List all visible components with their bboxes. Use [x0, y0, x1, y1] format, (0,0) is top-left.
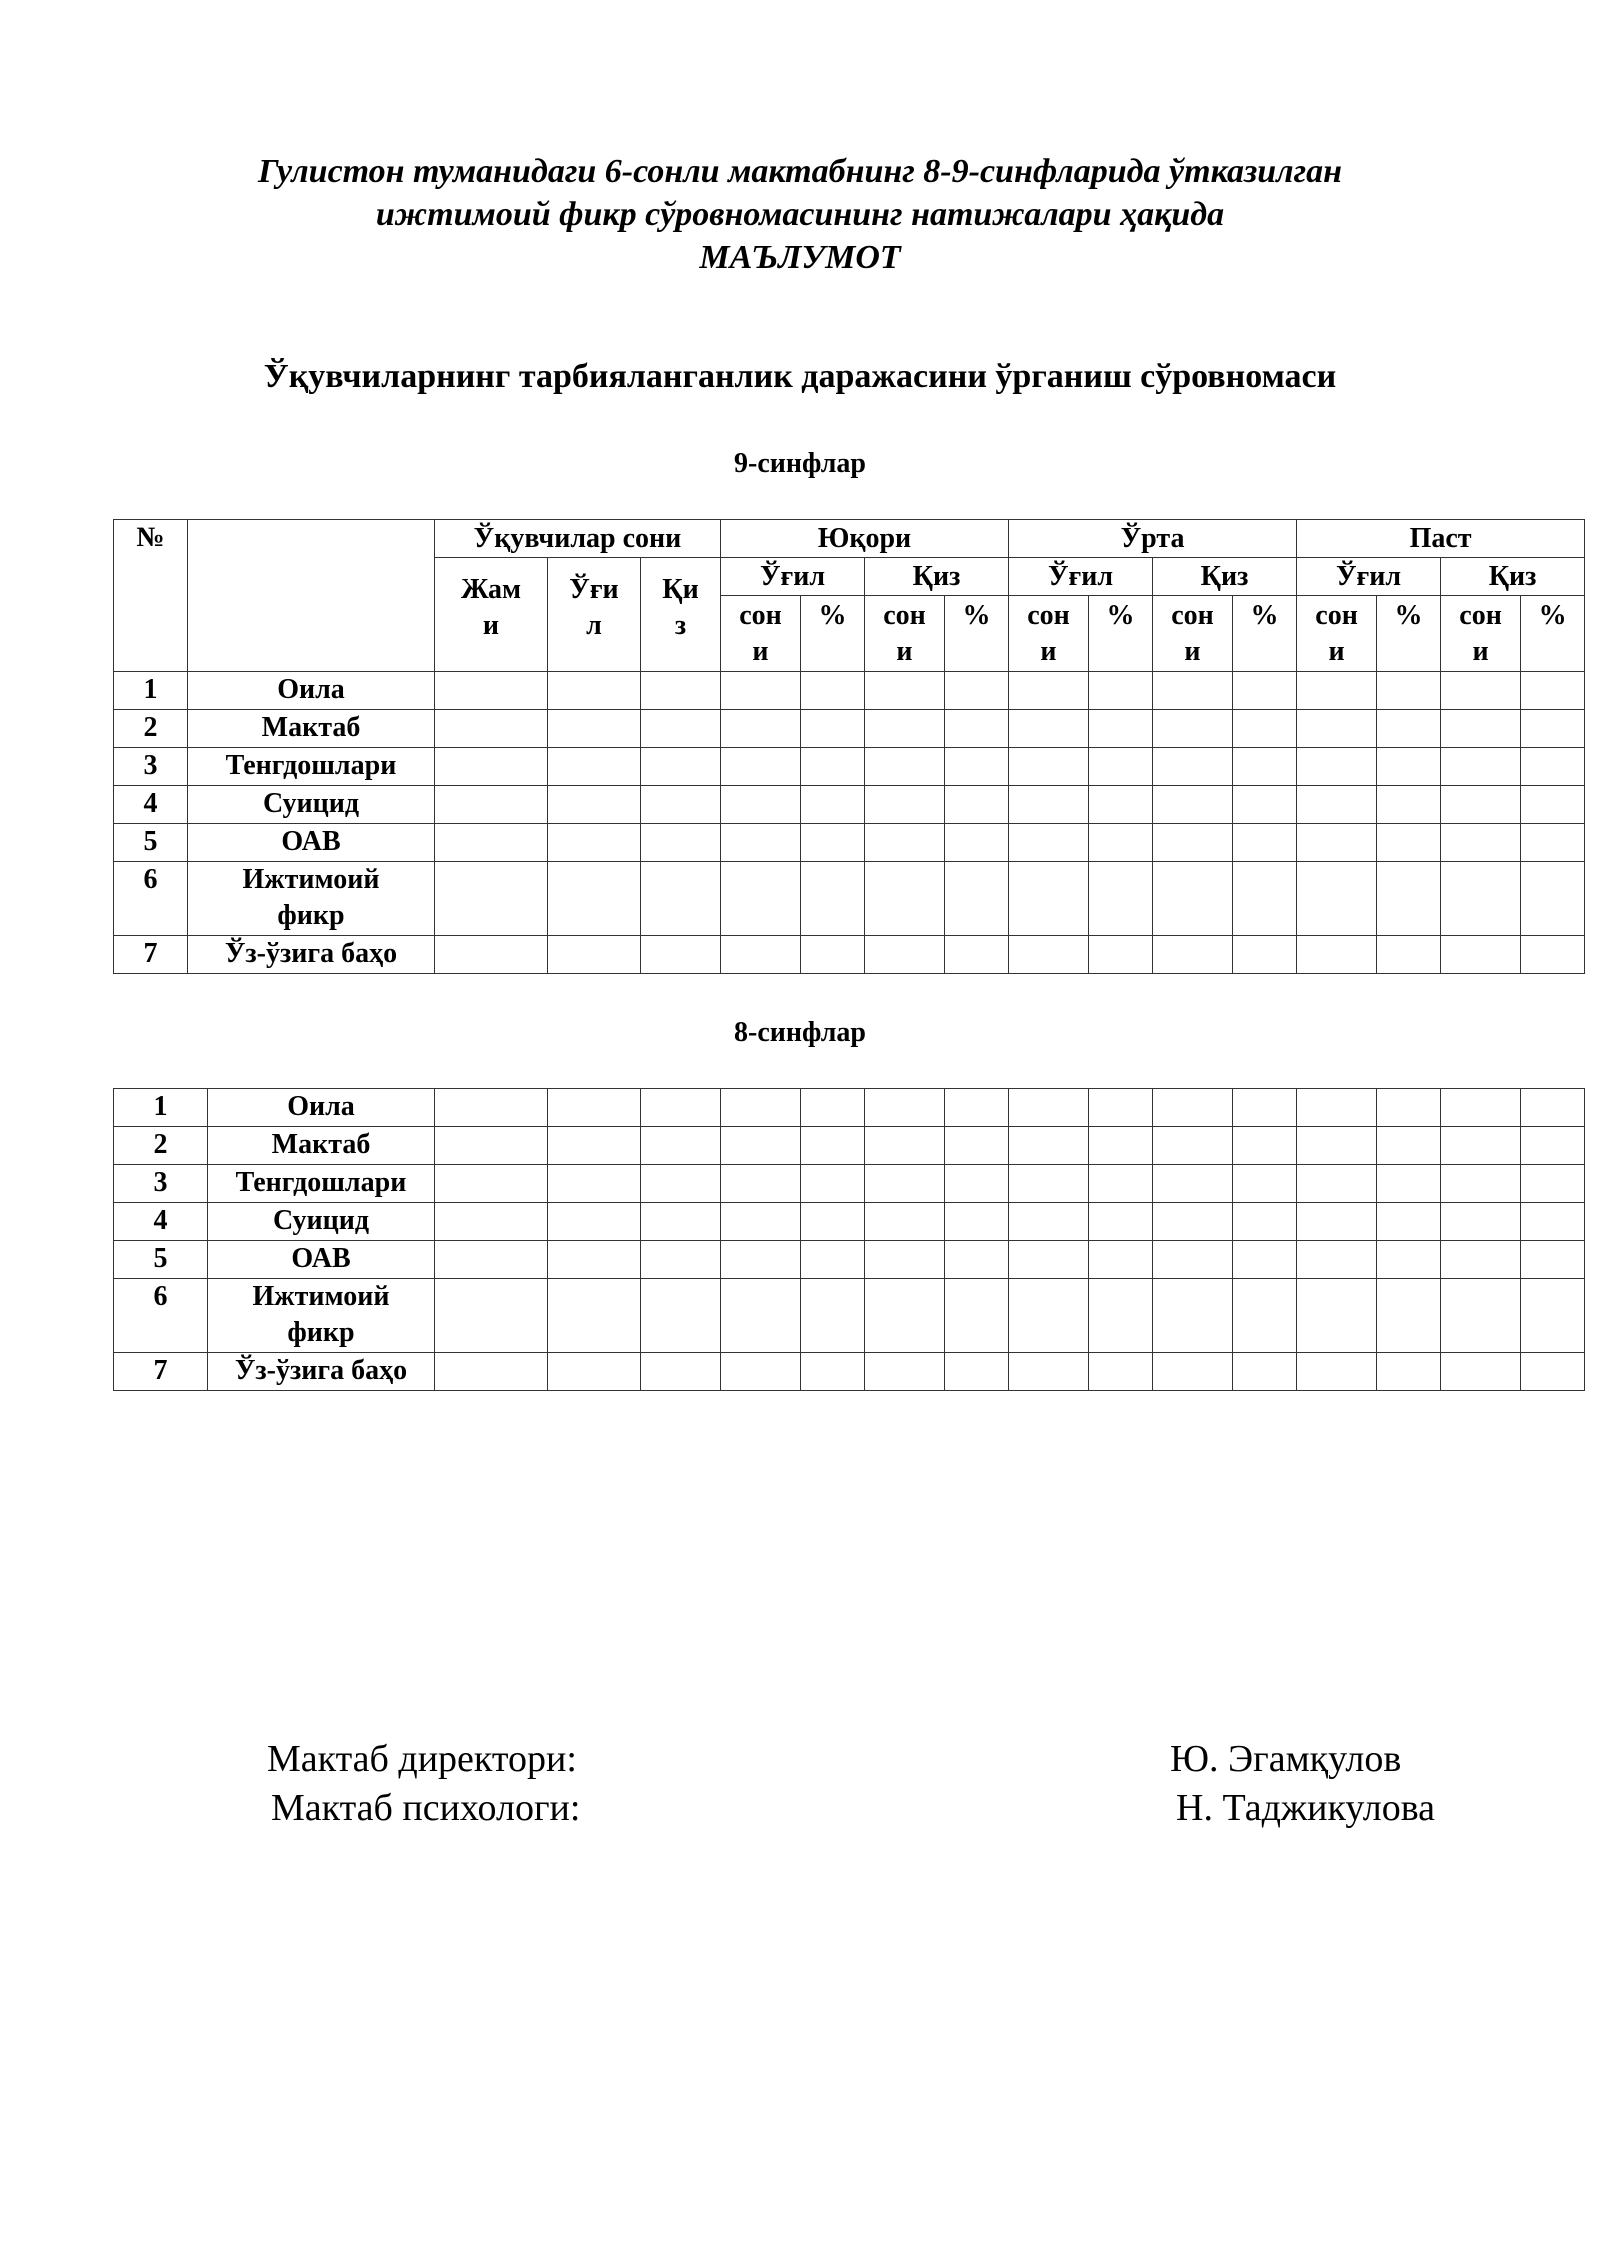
- table-cell[interactable]: [721, 936, 801, 974]
- table-cell[interactable]: [1089, 1127, 1153, 1165]
- table-cell[interactable]: [721, 710, 801, 748]
- table-cell[interactable]: [1089, 1089, 1153, 1127]
- table-cell[interactable]: [1521, 1353, 1585, 1391]
- table-cell[interactable]: [721, 1241, 801, 1279]
- table-cell[interactable]: [548, 1279, 641, 1353]
- table-cell[interactable]: [435, 1241, 548, 1279]
- table-cell[interactable]: [641, 824, 721, 862]
- table-cell[interactable]: [945, 1127, 1009, 1165]
- table-cell[interactable]: [1377, 1165, 1441, 1203]
- table-cell[interactable]: [1153, 710, 1233, 748]
- table-cell[interactable]: [945, 862, 1009, 936]
- table-row: [114, 1353, 1585, 1391]
- table-cell[interactable]: [641, 786, 721, 824]
- table-cell[interactable]: [1009, 748, 1089, 786]
- table-row: [114, 1279, 1585, 1353]
- table-cell[interactable]: [865, 1089, 945, 1127]
- table-cell[interactable]: [1009, 672, 1089, 710]
- table-cell[interactable]: [1441, 1279, 1521, 1353]
- header-low-girl: Қиз: [1441, 558, 1585, 596]
- table-cell[interactable]: [1297, 710, 1377, 748]
- header-count-high-boy: сон и: [721, 596, 801, 672]
- table-cell[interactable]: [1089, 862, 1153, 936]
- table-row: [114, 710, 1585, 748]
- table-cell[interactable]: [1521, 936, 1585, 974]
- table-cell[interactable]: [1441, 1089, 1521, 1127]
- row-label: Оила: [208, 1089, 435, 1127]
- table-cell[interactable]: [1297, 824, 1377, 862]
- row-label: Тенгдошлари: [208, 1165, 435, 1203]
- table-cell[interactable]: [435, 710, 548, 748]
- table-cell[interactable]: [1441, 1127, 1521, 1165]
- table-cell[interactable]: [945, 1203, 1009, 1241]
- table-cell[interactable]: [1089, 1203, 1153, 1241]
- table-cell[interactable]: [865, 1353, 945, 1391]
- table-cell[interactable]: [641, 1353, 721, 1391]
- table-cell[interactable]: [1297, 1165, 1377, 1203]
- table-cell[interactable]: [945, 824, 1009, 862]
- table-cell[interactable]: [721, 1165, 801, 1203]
- table-cell[interactable]: [641, 1241, 721, 1279]
- table-cell[interactable]: [801, 1241, 865, 1279]
- table-cell[interactable]: [865, 1127, 945, 1165]
- table-cell[interactable]: [1441, 1165, 1521, 1203]
- header-percent-medium-girl: %: [1233, 596, 1297, 672]
- table-cell[interactable]: [865, 1241, 945, 1279]
- table-cell[interactable]: [1009, 936, 1089, 974]
- document-title-line3: МАЪЛУМОТ: [699, 239, 901, 276]
- document-title-line2: ижтимоий фикр сўровномасининг натижалари ҳақида: [375, 196, 1225, 233]
- table-cell[interactable]: [435, 1127, 548, 1165]
- header-number: №: [114, 520, 188, 672]
- header-percent-high-boy: %: [801, 596, 865, 672]
- table-cell[interactable]: [945, 936, 1009, 974]
- header-percent-low-boy: %: [1377, 596, 1441, 672]
- table-cell[interactable]: [801, 862, 865, 936]
- header-percent-medium-boy: %: [1089, 596, 1153, 672]
- header-high-boy: Ўғил: [721, 558, 865, 596]
- table-cell[interactable]: [1233, 862, 1297, 936]
- table-cell[interactable]: [1089, 1353, 1153, 1391]
- table-row: [114, 1165, 1585, 1203]
- table-cell[interactable]: [721, 824, 801, 862]
- table-row: [114, 1089, 1585, 1127]
- row-label: ОАВ: [188, 824, 435, 862]
- table-cell[interactable]: [1521, 824, 1585, 862]
- table-cell[interactable]: [865, 1203, 945, 1241]
- table-cell[interactable]: [1153, 1089, 1233, 1127]
- table-cell[interactable]: [721, 862, 801, 936]
- table-cell[interactable]: [865, 824, 945, 862]
- table-cell[interactable]: [1377, 824, 1441, 862]
- table-cell[interactable]: [721, 1203, 801, 1241]
- table-cell[interactable]: [1153, 936, 1233, 974]
- table-cell[interactable]: [1009, 1353, 1089, 1391]
- table-cell[interactable]: [1233, 1165, 1297, 1203]
- table-cell[interactable]: [1441, 1241, 1521, 1279]
- director-title: Мактаб директори:: [267, 1738, 577, 1780]
- row-number: 2: [114, 1127, 208, 1165]
- table-cell[interactable]: [1153, 862, 1233, 936]
- table-cell[interactable]: [1297, 862, 1377, 936]
- header-count-medium-boy: сон и: [1009, 596, 1089, 672]
- table-cell[interactable]: [1153, 1203, 1233, 1241]
- table-cell[interactable]: [1153, 748, 1233, 786]
- row-label: Мактаб: [208, 1127, 435, 1165]
- table-cell[interactable]: [548, 824, 641, 862]
- table-cell[interactable]: [548, 786, 641, 824]
- table-cell[interactable]: [1521, 710, 1585, 748]
- table-cell[interactable]: [435, 786, 548, 824]
- table-cell[interactable]: [865, 672, 945, 710]
- table-cell[interactable]: [1233, 824, 1297, 862]
- table-cell[interactable]: [1297, 672, 1377, 710]
- table-cell[interactable]: [1377, 1127, 1441, 1165]
- table-cell[interactable]: [1009, 710, 1089, 748]
- table-cell[interactable]: [641, 862, 721, 936]
- table-cell[interactable]: [1009, 1089, 1089, 1127]
- row-number: 1: [114, 1089, 208, 1127]
- table-cell[interactable]: [1233, 1127, 1297, 1165]
- table-cell[interactable]: [1441, 710, 1521, 748]
- table-cell[interactable]: [641, 1089, 721, 1127]
- table-cell[interactable]: [1233, 1279, 1297, 1353]
- table-row: [114, 748, 1585, 786]
- table-cell[interactable]: [865, 1279, 945, 1353]
- table-cell[interactable]: [721, 1279, 801, 1353]
- table-cell[interactable]: [548, 936, 641, 974]
- row-label: Суицид: [208, 1203, 435, 1241]
- row-number: 5: [114, 1241, 208, 1279]
- table-cell[interactable]: [641, 1279, 721, 1353]
- table-cell[interactable]: [801, 1127, 865, 1165]
- header-medium-boy: Ўғил: [1009, 558, 1153, 596]
- table-cell[interactable]: [1377, 710, 1441, 748]
- table-cell[interactable]: [1521, 1279, 1585, 1353]
- table-cell[interactable]: [945, 786, 1009, 824]
- table-cell[interactable]: [1521, 786, 1585, 824]
- table-cell[interactable]: [548, 672, 641, 710]
- table-cell[interactable]: [801, 748, 865, 786]
- table-cell[interactable]: [1297, 1353, 1377, 1391]
- table-cell[interactable]: [1153, 824, 1233, 862]
- table-cell[interactable]: [1377, 1279, 1441, 1353]
- grade8-label: 8-синфлар: [734, 1017, 866, 1048]
- table-cell[interactable]: [435, 862, 548, 936]
- director-name: Ю. Эгамқулов: [1170, 1738, 1402, 1780]
- table-cell[interactable]: [721, 672, 801, 710]
- table-cell[interactable]: [721, 1353, 801, 1391]
- table-cell[interactable]: [721, 1127, 801, 1165]
- header-blank: [188, 520, 435, 672]
- header-low-boy: Ўғил: [1297, 558, 1441, 596]
- table-cell[interactable]: [945, 1241, 1009, 1279]
- table-cell[interactable]: [1441, 936, 1521, 974]
- table-cell[interactable]: [1377, 672, 1441, 710]
- table-cell[interactable]: [548, 1203, 641, 1241]
- grade8-table: [113, 1088, 1585, 1391]
- table-cell[interactable]: [801, 672, 865, 710]
- table-cell[interactable]: [435, 824, 548, 862]
- table-cell[interactable]: [548, 710, 641, 748]
- table-cell[interactable]: [435, 1279, 548, 1353]
- row-number: 4: [114, 1203, 208, 1241]
- table-cell[interactable]: [1441, 862, 1521, 936]
- table-cell[interactable]: [1089, 748, 1153, 786]
- row-number: 2: [114, 710, 188, 748]
- table-cell[interactable]: [1233, 672, 1297, 710]
- table-cell[interactable]: [435, 1089, 548, 1127]
- table-cell[interactable]: [1153, 1127, 1233, 1165]
- table-cell[interactable]: [1089, 710, 1153, 748]
- psychologist-title: Мактаб психологи:: [271, 1787, 581, 1829]
- table-cell[interactable]: [1441, 824, 1521, 862]
- table-cell[interactable]: [1377, 936, 1441, 974]
- table-cell[interactable]: [1297, 786, 1377, 824]
- table-cell[interactable]: [641, 710, 721, 748]
- table-cell[interactable]: [548, 862, 641, 936]
- table-row: [114, 1127, 1585, 1165]
- header-girls: Қи з: [641, 558, 721, 672]
- table-cell[interactable]: [945, 1165, 1009, 1203]
- table-cell[interactable]: [945, 1279, 1009, 1353]
- table-cell[interactable]: [1297, 936, 1377, 974]
- table-cell[interactable]: [1521, 1203, 1585, 1241]
- table-cell[interactable]: [865, 786, 945, 824]
- table-cell[interactable]: [945, 672, 1009, 710]
- table-cell[interactable]: [1441, 1353, 1521, 1391]
- table-cell[interactable]: [1233, 710, 1297, 748]
- table-cell[interactable]: [1377, 1241, 1441, 1279]
- table-cell[interactable]: [548, 1353, 641, 1391]
- row-number: 3: [114, 748, 188, 786]
- table-cell[interactable]: [1297, 748, 1377, 786]
- table-cell[interactable]: [641, 748, 721, 786]
- table-cell[interactable]: [641, 672, 721, 710]
- table-cell[interactable]: [1441, 1203, 1521, 1241]
- table-cell[interactable]: [1233, 748, 1297, 786]
- row-number: 1: [114, 672, 188, 710]
- table-cell[interactable]: [1233, 786, 1297, 824]
- table-cell[interactable]: [945, 1089, 1009, 1127]
- table-cell[interactable]: [1233, 936, 1297, 974]
- table-cell[interactable]: [945, 748, 1009, 786]
- row-number: 7: [114, 936, 188, 974]
- table-cell[interactable]: [641, 1127, 721, 1165]
- table-cell[interactable]: [1233, 1241, 1297, 1279]
- table-cell[interactable]: [801, 786, 865, 824]
- table-cell[interactable]: [1377, 1089, 1441, 1127]
- row-number: 6: [114, 1279, 208, 1353]
- table-cell[interactable]: [1521, 748, 1585, 786]
- row-label: Ижтимоий фикр: [188, 862, 435, 936]
- table-row: [114, 862, 1585, 936]
- row-number: 6: [114, 862, 188, 936]
- row-number: 4: [114, 786, 188, 824]
- table-cell[interactable]: [1233, 1089, 1297, 1127]
- table-cell[interactable]: [801, 1353, 865, 1391]
- table-cell[interactable]: [1297, 1089, 1377, 1127]
- row-number: 3: [114, 1165, 208, 1203]
- table-cell[interactable]: [1297, 1241, 1377, 1279]
- table-cell[interactable]: [801, 824, 865, 862]
- table-cell[interactable]: [1089, 1279, 1153, 1353]
- table-cell[interactable]: [548, 1089, 641, 1127]
- row-label: Тенгдошлари: [188, 748, 435, 786]
- table-cell[interactable]: [1009, 786, 1089, 824]
- table-cell[interactable]: [1089, 1241, 1153, 1279]
- table-cell[interactable]: [435, 1203, 548, 1241]
- table-cell[interactable]: [1009, 1241, 1089, 1279]
- table-cell[interactable]: [1377, 862, 1441, 936]
- psychologist-name: Н. Таджикулова: [1176, 1787, 1436, 1829]
- header-medium-girl: Қиз: [1153, 558, 1297, 596]
- header-count-medium-girl: сон и: [1153, 596, 1233, 672]
- row-label: Ижтимоий фикр: [208, 1279, 435, 1353]
- table-cell[interactable]: [1089, 786, 1153, 824]
- table-cell[interactable]: [1521, 1127, 1585, 1165]
- table-cell[interactable]: [1377, 748, 1441, 786]
- header-students-count: Ўқувчилар сони: [435, 520, 721, 558]
- table-cell[interactable]: [721, 786, 801, 824]
- table-cell[interactable]: [865, 1165, 945, 1203]
- table-cell[interactable]: [435, 936, 548, 974]
- header-percent-high-girl: %: [945, 596, 1009, 672]
- table-cell[interactable]: [548, 1165, 641, 1203]
- row-label: Оила: [188, 672, 435, 710]
- table-cell[interactable]: [801, 710, 865, 748]
- header-count-high-girl: сон и: [865, 596, 945, 672]
- table-cell[interactable]: [1153, 672, 1233, 710]
- header-high: Юқори: [721, 520, 1009, 558]
- table-row: [114, 1241, 1585, 1279]
- table-row: [114, 672, 1585, 710]
- table-cell[interactable]: [1521, 1241, 1585, 1279]
- header-low: Паст: [1297, 520, 1585, 558]
- table-cell[interactable]: [1521, 862, 1585, 936]
- row-label: Суицид: [188, 786, 435, 824]
- header-medium: Ўрта: [1009, 520, 1297, 558]
- table-cell[interactable]: [945, 1353, 1009, 1391]
- table-cell[interactable]: [1009, 1127, 1089, 1165]
- table-cell[interactable]: [1521, 672, 1585, 710]
- document-title-line1: Гулистон туманидаги 6-сонли мактабнинг 8-9-синфларида ўтказилган: [257, 153, 1343, 190]
- table-cell[interactable]: [721, 748, 801, 786]
- table-cell[interactable]: [865, 936, 945, 974]
- table-cell[interactable]: [945, 710, 1009, 748]
- table-cell[interactable]: [435, 1165, 548, 1203]
- table-row: [114, 786, 1585, 824]
- grade9-label: 9-синфлар: [734, 448, 866, 479]
- table-row: [114, 1203, 1585, 1241]
- table-cell[interactable]: [865, 862, 945, 936]
- table-cell[interactable]: [801, 1165, 865, 1203]
- table-cell[interactable]: [1441, 672, 1521, 710]
- table-cell[interactable]: [1297, 1203, 1377, 1241]
- table-cell[interactable]: [801, 1089, 865, 1127]
- table-cell[interactable]: [865, 710, 945, 748]
- header-count-low-boy: сон и: [1297, 596, 1377, 672]
- table-cell[interactable]: [1233, 1353, 1297, 1391]
- table-cell[interactable]: [1377, 1353, 1441, 1391]
- table-cell[interactable]: [1089, 672, 1153, 710]
- table-cell[interactable]: [1521, 1165, 1585, 1203]
- table-cell[interactable]: [801, 936, 865, 974]
- table-cell[interactable]: [1441, 748, 1521, 786]
- table-cell[interactable]: [641, 1165, 721, 1203]
- table-cell[interactable]: [1153, 1353, 1233, 1391]
- header-boys: Ўғи л: [548, 558, 641, 672]
- header-percent-low-girl: %: [1521, 596, 1585, 672]
- grade9-table: [113, 519, 1585, 974]
- table-cell[interactable]: [1521, 1089, 1585, 1127]
- table-row: [114, 936, 1585, 974]
- table-cell[interactable]: [548, 748, 641, 786]
- header-count-low-girl: сон и: [1441, 596, 1521, 672]
- table-cell[interactable]: [1009, 1279, 1089, 1353]
- table-cell[interactable]: [548, 1127, 641, 1165]
- header-total: Жам и: [435, 558, 548, 672]
- table-cell[interactable]: [1009, 824, 1089, 862]
- row-number: 7: [114, 1353, 208, 1391]
- table-cell[interactable]: [548, 1241, 641, 1279]
- table-cell[interactable]: [1297, 1127, 1377, 1165]
- table-cell[interactable]: [435, 748, 548, 786]
- table-cell[interactable]: [435, 1353, 548, 1391]
- survey-subtitle: Ўқувчиларнинг тарбияланганлик даражасини ўрганиш сўровномаси: [263, 358, 1337, 395]
- row-label: Ўз-ўзига баҳо: [188, 936, 435, 974]
- table-cell[interactable]: [1089, 1165, 1153, 1203]
- table-cell[interactable]: [1153, 1165, 1233, 1203]
- table-cell[interactable]: [865, 748, 945, 786]
- table-cell[interactable]: [1297, 1279, 1377, 1353]
- table-cell[interactable]: [641, 1203, 721, 1241]
- header-high-girl: Қиз: [865, 558, 1009, 596]
- table-cell[interactable]: [1009, 862, 1089, 936]
- row-label: ОАВ: [208, 1241, 435, 1279]
- table-row: [114, 824, 1585, 862]
- row-number: 5: [114, 824, 188, 862]
- row-label: Ўз-ўзига баҳо: [208, 1353, 435, 1391]
- table-cell[interactable]: [801, 1279, 865, 1353]
- table-cell[interactable]: [1009, 1165, 1089, 1203]
- table-cell[interactable]: [1233, 1203, 1297, 1241]
- table-cell[interactable]: [1153, 1241, 1233, 1279]
- table-cell[interactable]: [435, 672, 548, 710]
- table-cell[interactable]: [641, 936, 721, 974]
- table-cell[interactable]: [1153, 786, 1233, 824]
- row-label: Мактаб: [188, 710, 435, 748]
- table-cell[interactable]: [1441, 786, 1521, 824]
- table-cell[interactable]: [801, 1203, 865, 1241]
- table-cell[interactable]: [1089, 936, 1153, 974]
- table-cell[interactable]: [1377, 1203, 1441, 1241]
- table-cell[interactable]: [1377, 786, 1441, 824]
- table-cell[interactable]: [1009, 1203, 1089, 1241]
- table-cell[interactable]: [1153, 1279, 1233, 1353]
- table-cell[interactable]: [1089, 824, 1153, 862]
- table-cell[interactable]: [721, 1089, 801, 1127]
